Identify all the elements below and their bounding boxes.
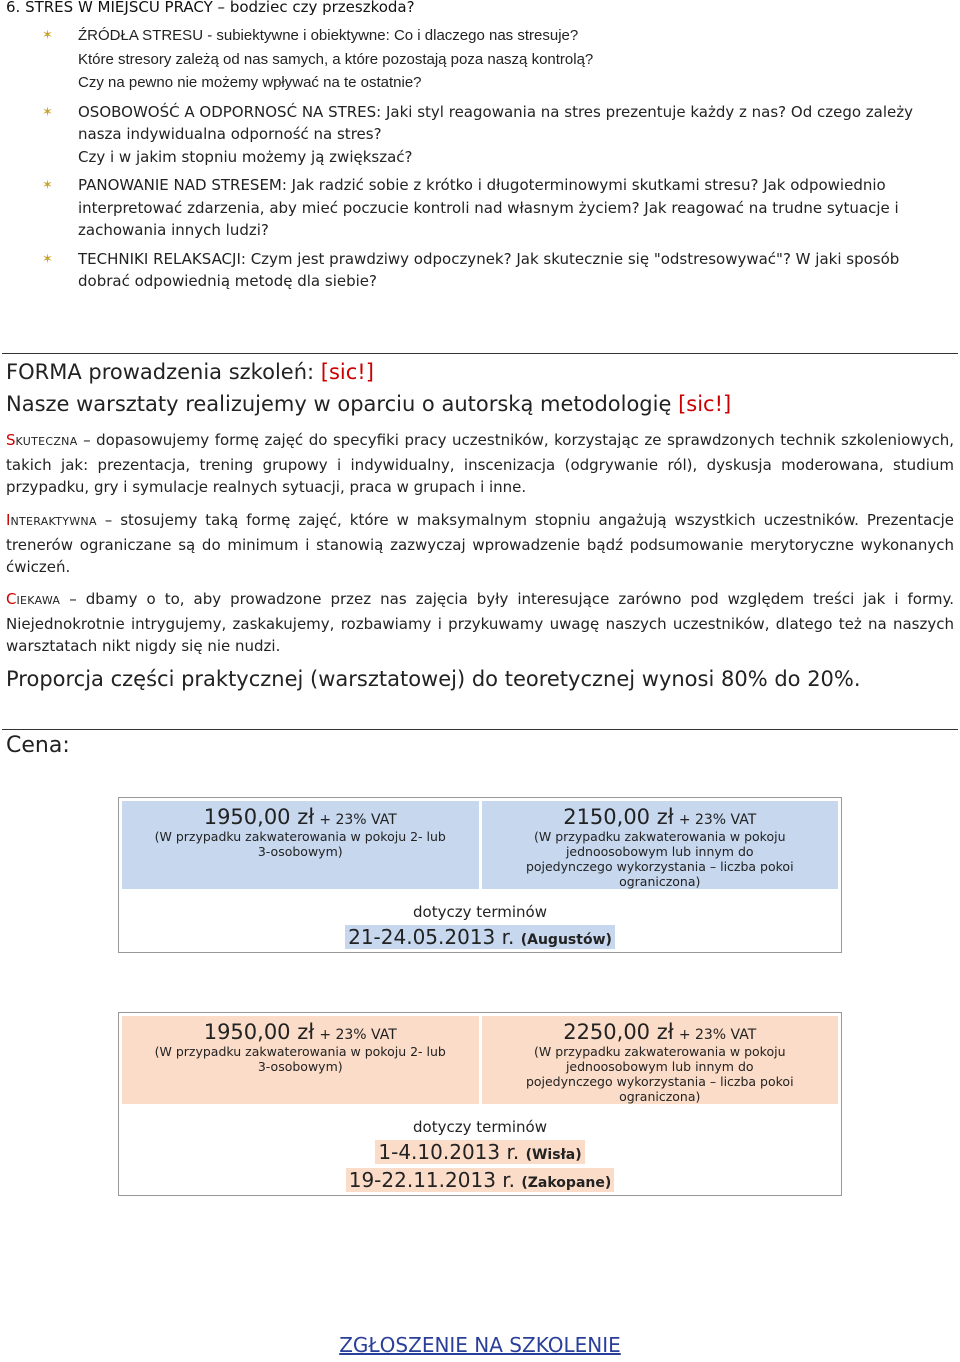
price-table-1 <box>118 797 842 953</box>
section-heading: 6. STRES W MIEJSCU PRACY – bodziec czy przeszkoda? <box>6 0 415 16</box>
price-cell-shared: 1950,00 zł + 23% VAT (W przypadku zakwaterowania w pokoju 2- lub 3-osobowym) <box>122 1016 479 1104</box>
list-item: ✶ PANOWANIE NAD STRESEM: Jak radzić sobie z krótko i długoterminowymi skutkami stresu? Jak odpowiednio interpretować zdarzenia, aby mieć poczucie kontroli nad własnym życiem? Jak reagować na trudne sytuacje i zachowania innych ludzi? <box>42 176 899 239</box>
sic-note: [sic!] <box>678 392 732 416</box>
list-item: ✶ ŹRÓDŁA STRESU - subiektywne i obiektywne: Co i dlaczego nas stresuje? Które stresory zależą od nas samych, a które pozostają poza naszą kontrolą? Czy na pewno nie możemy wpływać na te ostatnie? <box>42 27 594 91</box>
sic-note: [sic!] <box>320 360 374 384</box>
star-bullet-icon: ✶ <box>42 178 53 193</box>
star-bullet-icon: ✶ <box>42 28 53 43</box>
star-bullet-icon: ✶ <box>42 104 53 120</box>
dates-label: dotyczy terminów <box>413 1118 547 1136</box>
date-row: 21-24.05.2013 r. (Augustów) <box>122 925 838 949</box>
method-interaktywna: INTERAKTYWNA – stosujemy taką formę zajęć, które w maksymalnym stopniu angażują wszystkich uczestników. Prezentacje trenerów ograniczane są do minimum i stanowią zazwyczaj wprowadzenie bądź podsumowanie merytoryczne wykonanych ćwiczeń. <box>6 511 955 576</box>
list-item: ✶ OSOBOWOŚĆ A ODPORNOSĆ NA STRES: Jaki styl reagowania na stres prezentuje każdy z nas? Od czego zależy nasza indywidualna odporność na stres? Czy i w jakim stopniu możemy ją zwiększać? <box>42 102 914 166</box>
dates-label: dotyczy terminów <box>413 903 547 921</box>
date-row: 19-22.11.2013 r. (Zakopane) <box>122 1168 838 1192</box>
forma-heading: FORMA prowadzenia szkoleń: [sic!] Nasze warsztaty realizujemy w oparciu o autorską metodologię [sic!] <box>6 360 732 416</box>
price-heading: Cena: <box>6 733 70 758</box>
divider <box>2 729 958 730</box>
list-item: ✶ TECHNIKI RELAKSACJI: Czym jest prawdziwy odpoczynek? Jak skutecznie się "odstresowywać"? W jaki sposób dobrać odpowiednią metodę dla siebie? <box>42 249 900 290</box>
date-row: 1-4.10.2013 r. (Wisła) <box>122 1140 838 1164</box>
price-cell-single: 2150,00 zł + 23% VAT (W przypadku zakwaterowania w pokoju jednoosobowym lub innym do pojedynczego wykorzystania – liczba pokoi ograniczona) <box>482 801 839 889</box>
divider <box>2 353 958 354</box>
method-ciekawa: CIEKAWA – dbamy o to, aby prowadzone przez nas zajęcia były interesujące zarówno pod względem treści jak i formy. Niejednokrotnie intrygujemy, zaskakujemy, rozbawiamy i przykuwamy uwagę naszych uczestników, dlatego też na naszych warsztatach nikt nigdy się nie nudzi. <box>6 590 954 655</box>
price-cell-shared: 1950,00 zł + 23% VAT (W przypadku zakwaterowania w pokoju 2- lub 3-osobowym) <box>122 801 479 889</box>
proportion-text: Proporcja części praktycznej (warsztatowej) do teoretycznej wynosi 80% do 20%. <box>6 667 861 691</box>
method-skuteczna: SKUTECZNA – dopasowujemy formę zajęć do specyfiki pracy uczestników, korzystając ze sprawdzonych technik szkoleniowych, takich jak: prezentacja, trening grupowy i indywidualny, inscenizacja (odgrywanie ról), dyskusja moderowana, studium przypadku, gry i symulacje realnych sytuacji, praca w grupach i inne. <box>6 431 954 496</box>
price-table-2 <box>118 1012 842 1196</box>
price-cell-single: 2250,00 zł + 23% VAT (W przypadku zakwaterowania w pokoju jednoosobowym lub innym do pojedynczego wykorzystania – liczba pokoi ograniczona) <box>482 1016 839 1104</box>
topic-list <box>0 24 950 299</box>
star-bullet-icon: ✶ <box>42 251 53 267</box>
signup-link[interactable]: ZGŁOSZENIE NA SZKOLENIE <box>339 1333 621 1357</box>
